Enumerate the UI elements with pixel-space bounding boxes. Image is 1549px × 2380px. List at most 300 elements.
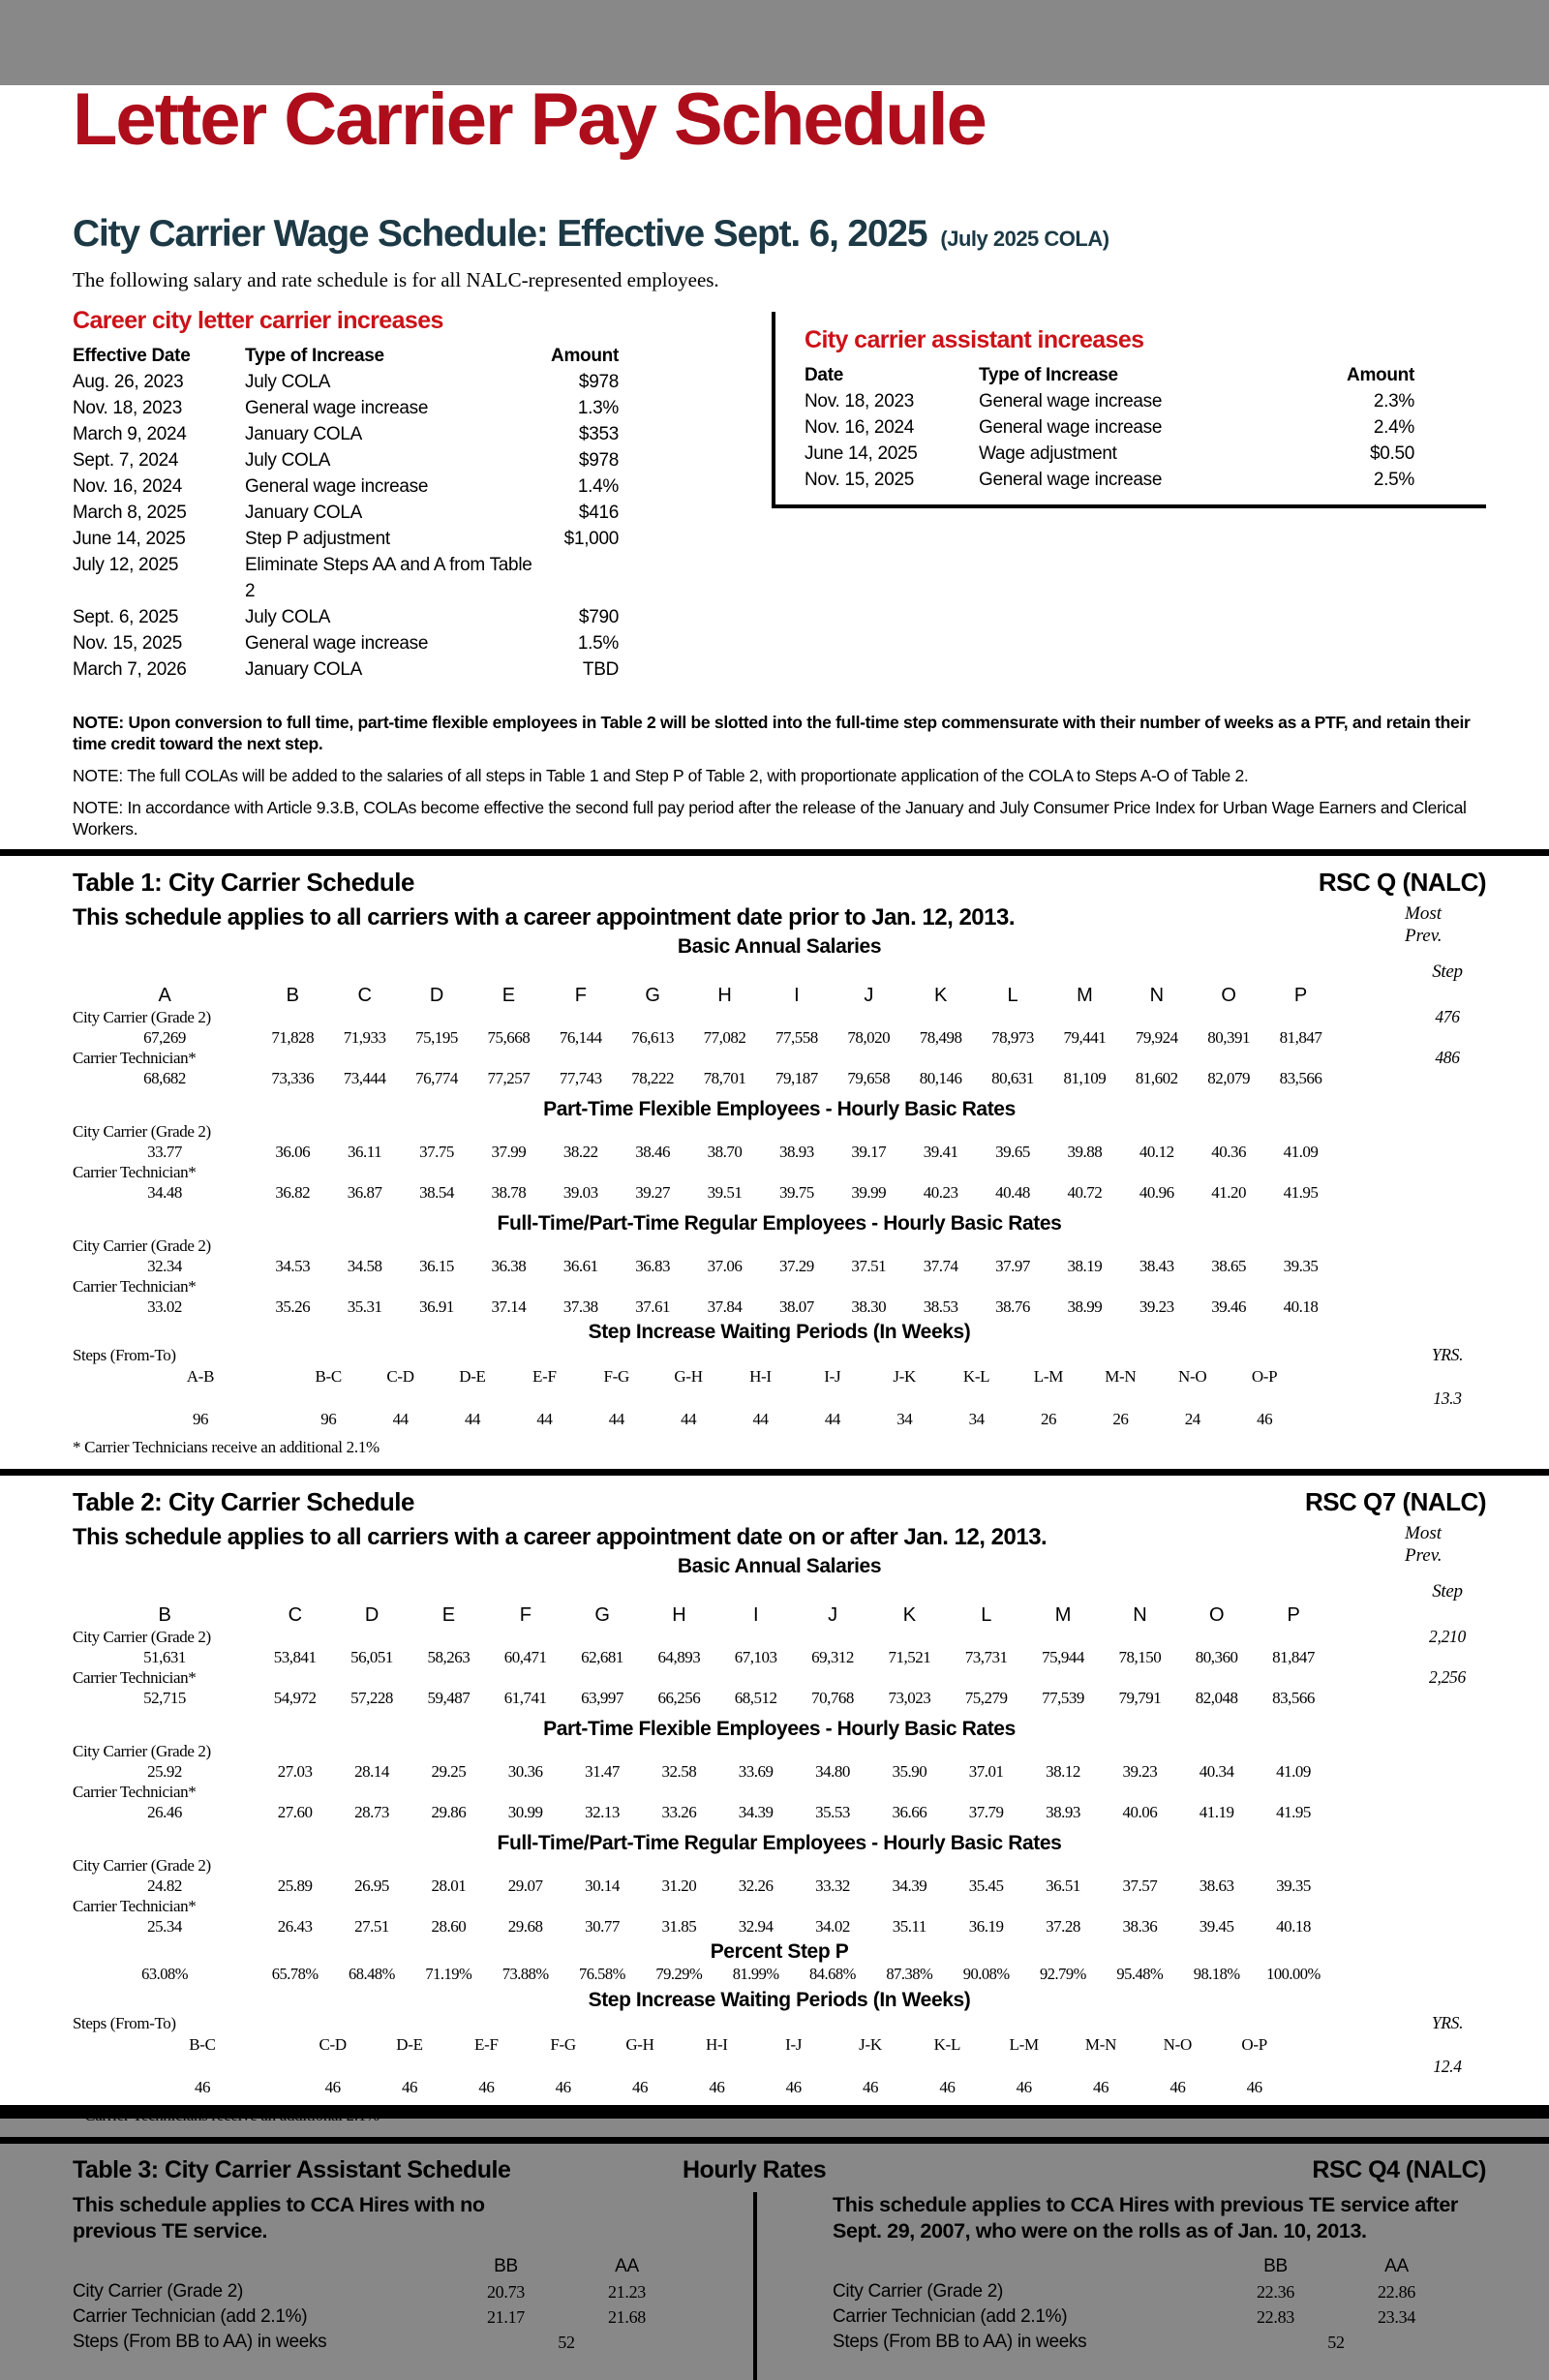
table-row bbox=[805, 388, 1480, 414]
table2-section bbox=[73, 1476, 1486, 2131]
cell: 100.00% bbox=[1266, 1965, 1321, 1984]
increase-amount: 2.5% bbox=[1373, 470, 1414, 491]
yrs-label: YRS. bbox=[1431, 1345, 1464, 1365]
cell: 75,195 bbox=[415, 1028, 458, 1048]
table-row bbox=[73, 421, 692, 447]
salary-row bbox=[73, 1627, 1486, 1667]
cell: 87.38% bbox=[886, 1965, 933, 1984]
cell: 39.27 bbox=[635, 1183, 670, 1203]
steps-weeks-label: Steps (From BB to AA) in weeks bbox=[833, 2332, 1087, 2353]
cell: 73.88% bbox=[501, 1965, 549, 1984]
cell: 68,682 bbox=[143, 1069, 186, 1088]
increase-type: Wage adjustment bbox=[979, 443, 1117, 465]
cell: 39.46 bbox=[1211, 1297, 1246, 1317]
cell: 30.77 bbox=[585, 1917, 620, 1937]
cell: 38.12 bbox=[1046, 1762, 1080, 1782]
cell: 46 bbox=[1169, 2078, 1186, 2097]
bb-column-header: BB bbox=[494, 2256, 518, 2277]
table3-left-panel bbox=[73, 2192, 753, 2380]
row-label: Carrier Technician* bbox=[73, 1668, 197, 1688]
cell: 37.14 bbox=[491, 1297, 527, 1317]
cell: F bbox=[519, 1604, 532, 1627]
table2-title: Table 2: City Carrier Schedule bbox=[73, 1487, 414, 1517]
cell: 46 bbox=[478, 2078, 495, 2097]
prev-label: Prev. bbox=[1405, 926, 1443, 947]
increase-type: July COLA bbox=[245, 372, 331, 393]
steps-weeks-row bbox=[73, 2330, 753, 2355]
cell: 79.29% bbox=[655, 1965, 703, 1984]
cell: 39.45 bbox=[1199, 1917, 1234, 1937]
increase-date: Nov. 16, 2024 bbox=[805, 417, 914, 439]
cell: 46 bbox=[862, 2078, 878, 2097]
cell: 37.57 bbox=[1122, 1877, 1158, 1896]
assistant-increases-heading: City carrier assistant increases bbox=[805, 326, 1144, 354]
most-label: Most bbox=[1405, 1523, 1442, 1544]
cell: 30.36 bbox=[507, 1762, 543, 1782]
cell: 79,441 bbox=[1063, 1028, 1107, 1048]
step-letters-row bbox=[73, 961, 1486, 1007]
cell: D-E bbox=[396, 2035, 423, 2055]
cell: A bbox=[158, 985, 171, 1007]
cell: 46 bbox=[1246, 2078, 1262, 2097]
cell: 28.73 bbox=[354, 1803, 389, 1822]
cell: 37.97 bbox=[995, 1257, 1030, 1276]
cell: 34 bbox=[896, 1410, 913, 1429]
cell: 37.79 bbox=[968, 1803, 1004, 1822]
increase-amount: 2.4% bbox=[1373, 417, 1414, 439]
cell: 71.19% bbox=[425, 1965, 472, 1984]
cell: 41.95 bbox=[1283, 1183, 1319, 1203]
most-prev-value: 486 bbox=[1435, 1048, 1460, 1068]
cell: C-D bbox=[386, 1367, 414, 1387]
table3-right-applies: This schedule applies to CCA Hires with previous TE service after Sept. 29, 2007, who were on the rolls as of Jan. 10, 2013. bbox=[833, 2193, 1458, 2243]
table2-header bbox=[73, 1487, 1486, 1516]
steps-weeks-value: 52 bbox=[1327, 2333, 1345, 2353]
cell: 62,681 bbox=[581, 1648, 623, 1667]
note-conversion: NOTE: Upon conversion to full time, part-time flexible employees in Table 2 will be slotted into the full-time step commensurate with their number of weeks as a PTF, and retain their time credit toward the next step. bbox=[73, 713, 1471, 754]
cell: 29.07 bbox=[507, 1877, 543, 1896]
cell: 71,933 bbox=[343, 1028, 386, 1048]
table2-applies-text: This schedule applies to all carriers with a career appointment date on or after Jan. 12, 2013. bbox=[73, 1524, 1048, 1551]
cell: 37.74 bbox=[923, 1257, 958, 1276]
cell: 58,263 bbox=[427, 1648, 471, 1667]
cell: J-K bbox=[859, 2035, 882, 2055]
increase-date: Nov. 18, 2023 bbox=[73, 398, 182, 419]
cell: 67,103 bbox=[734, 1648, 777, 1667]
cell: 38.22 bbox=[562, 1143, 598, 1162]
cell: 28.60 bbox=[431, 1917, 467, 1937]
steps-from-to-label: Steps (From-To) bbox=[73, 2014, 176, 2033]
ptf-heading: Part-Time Flexible Employees - Hourly Basic Rates bbox=[543, 1098, 1016, 1121]
prev-label: Prev. bbox=[1405, 1545, 1443, 1567]
cell: 40.48 bbox=[995, 1183, 1030, 1203]
increase-type: General wage increase bbox=[245, 476, 429, 498]
increase-amount bbox=[535, 552, 619, 604]
cell: 57,228 bbox=[350, 1689, 393, 1708]
cell: 80,146 bbox=[919, 1069, 962, 1088]
row-label: City Carrier (Grade 2) bbox=[73, 1236, 211, 1256]
hourly-rates-heading: Hourly Rates bbox=[683, 2156, 827, 2184]
column-header-type: Type of Increase bbox=[979, 365, 1118, 386]
cell: 27.03 bbox=[277, 1762, 313, 1782]
cell: 26.46 bbox=[147, 1803, 182, 1822]
cell: 41.95 bbox=[1276, 1803, 1311, 1822]
cell: 26 bbox=[1112, 1410, 1129, 1429]
cell: 37.61 bbox=[635, 1297, 670, 1317]
increase-date: July 12, 2025 bbox=[73, 555, 179, 576]
row-label: Carrier Technician* bbox=[73, 1277, 197, 1297]
cell: C-D bbox=[319, 2035, 347, 2055]
cell: 40.06 bbox=[1122, 1803, 1158, 1822]
subtitle-cola-note: (July 2025 COLA) bbox=[940, 227, 1109, 252]
cell: 39.23 bbox=[1139, 1297, 1174, 1317]
cell: 24 bbox=[1184, 1410, 1200, 1429]
increase-date: Nov. 15, 2025 bbox=[73, 633, 182, 655]
cell: N-O bbox=[1163, 2035, 1192, 2055]
cell: E bbox=[501, 985, 515, 1007]
cell: 79,658 bbox=[847, 1069, 891, 1088]
cell: 78,150 bbox=[1118, 1648, 1162, 1667]
cell: 37.75 bbox=[419, 1143, 454, 1162]
cell: 34.48 bbox=[147, 1183, 182, 1203]
spacer bbox=[73, 2254, 445, 2279]
cell: 44 bbox=[392, 1410, 409, 1429]
cell: 40.18 bbox=[1276, 1917, 1311, 1937]
bb-column-header: BB bbox=[1263, 2256, 1288, 2277]
table-row bbox=[73, 395, 692, 421]
cell: 40.36 bbox=[1211, 1143, 1246, 1162]
increase-amount: 1.5% bbox=[577, 633, 619, 655]
cell: 73,444 bbox=[343, 1069, 386, 1088]
weeks-row bbox=[73, 2056, 1486, 2098]
increase-amount: 1.3% bbox=[577, 398, 619, 419]
cell: 36.15 bbox=[419, 1257, 454, 1276]
row-label: City Carrier (Grade 2) bbox=[73, 1856, 211, 1876]
cell: 63,997 bbox=[581, 1689, 623, 1708]
cell: E bbox=[441, 1604, 455, 1627]
cell: 33.02 bbox=[147, 1297, 182, 1317]
cell: 76,613 bbox=[631, 1028, 674, 1048]
cell: M bbox=[1077, 985, 1093, 1007]
cell: 26 bbox=[1040, 1410, 1056, 1429]
cell: L bbox=[1007, 985, 1018, 1007]
cell: 83,566 bbox=[1272, 1689, 1315, 1708]
increase-date: Sept. 7, 2024 bbox=[73, 450, 179, 472]
table-row bbox=[73, 2304, 753, 2330]
table-header-row bbox=[73, 343, 692, 369]
cell: 38.30 bbox=[851, 1297, 887, 1317]
cell: 52,715 bbox=[143, 1689, 186, 1708]
cell: 24.82 bbox=[147, 1877, 182, 1896]
rate-row bbox=[73, 1855, 1486, 1896]
cell: C bbox=[357, 985, 372, 1007]
cell: O-P bbox=[1241, 2035, 1267, 2055]
increase-date: March 7, 2026 bbox=[73, 659, 187, 681]
cell: 32.34 bbox=[147, 1257, 182, 1276]
bottom-rule bbox=[0, 2105, 1549, 2119]
cell: 37.28 bbox=[1046, 1917, 1080, 1937]
cell: 36.11 bbox=[348, 1143, 382, 1162]
weeks-row bbox=[73, 1388, 1486, 1430]
cell: 37.99 bbox=[491, 1143, 527, 1162]
cell: K bbox=[902, 1604, 916, 1627]
cell: O bbox=[1209, 1604, 1225, 1627]
cell: 46 bbox=[1257, 1410, 1273, 1429]
cell: 28.14 bbox=[354, 1762, 389, 1782]
row-label: Carrier Technician* bbox=[73, 1897, 197, 1916]
cell: E-F bbox=[532, 1367, 557, 1387]
rate-row bbox=[73, 1121, 1486, 1162]
cell: 41.20 bbox=[1211, 1183, 1246, 1203]
increase-amount: 2.3% bbox=[1373, 391, 1414, 412]
table-row bbox=[73, 2279, 753, 2304]
cell: 38.63 bbox=[1199, 1877, 1234, 1896]
bb-rate: 20.73 bbox=[486, 2282, 525, 2303]
table1-title: Table 1: City Carrier Schedule bbox=[73, 868, 414, 898]
cell: B bbox=[286, 985, 299, 1007]
cell: 38.93 bbox=[778, 1143, 814, 1162]
cell: 31.47 bbox=[585, 1762, 620, 1782]
cell: 68,512 bbox=[734, 1689, 777, 1708]
cell: J bbox=[828, 1604, 837, 1627]
cell: 32.26 bbox=[738, 1877, 774, 1896]
table-row bbox=[73, 526, 692, 552]
cell: 73,336 bbox=[271, 1069, 315, 1088]
cell: 78,973 bbox=[991, 1028, 1034, 1048]
cell: 68.48% bbox=[349, 1965, 395, 1984]
cell: 38.53 bbox=[923, 1297, 958, 1317]
steps-from-to-label: Steps (From-To) bbox=[73, 1346, 176, 1365]
cell: 98.18% bbox=[1193, 1965, 1240, 1984]
cell: 61,741 bbox=[503, 1689, 547, 1708]
aa-rate: 22.86 bbox=[1377, 2282, 1415, 2303]
cell: 77,257 bbox=[487, 1069, 531, 1088]
cell: 38.19 bbox=[1067, 1257, 1103, 1276]
cell: 37.29 bbox=[778, 1257, 814, 1276]
annual-salaries-heading: Basic Annual Salaries bbox=[677, 1555, 882, 1578]
cell: 44 bbox=[824, 1410, 840, 1429]
column-header-type: Type of Increase bbox=[245, 346, 384, 367]
cell: 64,893 bbox=[657, 1648, 701, 1667]
cell: 41.19 bbox=[1199, 1803, 1234, 1822]
cell: D-E bbox=[459, 1367, 486, 1387]
document-content bbox=[0, 78, 1549, 2380]
step-label: Step bbox=[1432, 961, 1463, 983]
cell: 46 bbox=[324, 2078, 341, 2097]
cell: 34 bbox=[968, 1410, 985, 1429]
most-prev-value: 2,210 bbox=[1429, 1627, 1466, 1647]
cell: 38.46 bbox=[635, 1143, 670, 1162]
cell: 73,023 bbox=[888, 1689, 931, 1708]
table3-left-applies: This schedule applies to CCA Hires with no previous TE service. bbox=[73, 2193, 485, 2243]
cell: N-O bbox=[1178, 1367, 1207, 1387]
table-row bbox=[73, 604, 692, 630]
cell: 39.17 bbox=[851, 1143, 887, 1162]
cell: M-N bbox=[1084, 2035, 1117, 2055]
increase-amount: TBD bbox=[582, 659, 619, 681]
increase-date: June 14, 2025 bbox=[805, 443, 918, 465]
cell: 38.93 bbox=[1046, 1803, 1080, 1822]
cell: 33.32 bbox=[815, 1877, 850, 1896]
cell: 27.51 bbox=[354, 1917, 389, 1937]
cell: 80,631 bbox=[991, 1069, 1034, 1088]
cell: G bbox=[645, 985, 660, 1007]
cell: 46 bbox=[785, 2078, 802, 2097]
increase-amount: 1.4% bbox=[577, 476, 619, 498]
cell: 37.01 bbox=[968, 1762, 1004, 1782]
row-label: City Carrier (Grade 2) bbox=[73, 1122, 211, 1142]
cell: E-F bbox=[474, 2035, 499, 2055]
cell: 82,048 bbox=[1195, 1689, 1238, 1708]
cell: 53,841 bbox=[273, 1648, 317, 1667]
cell: 51,631 bbox=[143, 1648, 186, 1667]
row-label: Carrier Technician* bbox=[73, 1163, 197, 1182]
ftpt-heading: Full-Time/Part-Time Regular Employees - Hourly Basic Rates bbox=[497, 1212, 1062, 1236]
cell: 77,558 bbox=[774, 1028, 818, 1048]
increases-columns bbox=[73, 306, 1486, 683]
cell: 56,051 bbox=[350, 1648, 393, 1667]
note-article: NOTE: In accordance with Article 9.3.B, COLAs become effective the second full pay period after the release of the January and July Consumer Price Index for Urban Wage Earners and Clerical Workers. bbox=[73, 798, 1467, 839]
table-row bbox=[73, 369, 692, 395]
divider-bar bbox=[0, 849, 1549, 856]
column-header-effective-date: Effective Date bbox=[73, 346, 191, 367]
increase-type: July COLA bbox=[245, 607, 331, 628]
steps-weeks-row bbox=[833, 2330, 1486, 2355]
cell: 81,847 bbox=[1279, 1028, 1322, 1048]
cell: 78,701 bbox=[703, 1069, 746, 1088]
cell: 44 bbox=[464, 1410, 480, 1429]
table-row bbox=[805, 441, 1480, 467]
table-row bbox=[73, 447, 692, 473]
cell: I-J bbox=[785, 2035, 803, 2055]
aa-rate: 21.23 bbox=[607, 2282, 646, 2303]
cell: 25.89 bbox=[277, 1877, 313, 1896]
cell: L-M bbox=[1009, 2035, 1039, 2055]
rate-row bbox=[73, 1782, 1486, 1822]
cell: G bbox=[594, 1604, 610, 1627]
cell: 39.35 bbox=[1283, 1257, 1319, 1276]
cell: 36.82 bbox=[275, 1183, 311, 1203]
career-increases-section bbox=[73, 306, 692, 683]
divider-bar bbox=[0, 2137, 1549, 2144]
most-prev-label bbox=[1405, 902, 1484, 947]
cell: 36.51 bbox=[1046, 1877, 1080, 1896]
cell: 46 bbox=[555, 2078, 571, 2097]
cell: A-B bbox=[186, 1367, 215, 1387]
cell: I-J bbox=[824, 1367, 841, 1387]
increase-type: July COLA bbox=[245, 450, 331, 472]
cell: K-L bbox=[962, 1367, 990, 1387]
increase-date: Nov. 16, 2024 bbox=[73, 476, 182, 498]
rate-row bbox=[73, 1162, 1486, 1203]
cell: 34.80 bbox=[815, 1762, 850, 1782]
cell: G-H bbox=[625, 2035, 654, 2055]
cell: 26.43 bbox=[277, 1917, 313, 1937]
cell: 46 bbox=[939, 2078, 956, 2097]
column-header-amount: Amount bbox=[1347, 365, 1414, 386]
cell: I bbox=[753, 1604, 759, 1627]
cell: H bbox=[717, 985, 732, 1007]
cell: 46 bbox=[631, 2078, 648, 2097]
row-label: City Carrier (Grade 2) bbox=[73, 1628, 211, 1647]
yrs-label: YRS. bbox=[1431, 2013, 1464, 2033]
cell: 38.70 bbox=[707, 1143, 743, 1162]
row-label: Carrier Technician (add 2.1%) bbox=[73, 2306, 308, 2328]
cell: N bbox=[1149, 985, 1164, 1007]
cell: 33.69 bbox=[738, 1762, 774, 1782]
increase-type: General wage increase bbox=[979, 470, 1163, 491]
table3-title: Table 3: City Carrier Assistant Schedule bbox=[73, 2156, 511, 2184]
cell: 75,944 bbox=[1042, 1648, 1084, 1667]
cell: 39.75 bbox=[778, 1183, 814, 1203]
cell: H-I bbox=[705, 2035, 728, 2055]
ftpt-heading: Full-Time/Part-Time Regular Employees - Hourly Basic Rates bbox=[497, 1832, 1062, 1855]
salary-row bbox=[73, 1667, 1486, 1708]
cell: 39.88 bbox=[1067, 1143, 1103, 1162]
cell: 73,731 bbox=[964, 1648, 1008, 1667]
table1-rsc-label: RSC Q (NALC) bbox=[1318, 868, 1486, 898]
aa-rate: 23.34 bbox=[1377, 2307, 1415, 2328]
cell: 69,312 bbox=[811, 1648, 854, 1667]
table3-column-headers bbox=[73, 2254, 753, 2279]
aa-column-header: AA bbox=[615, 2256, 639, 2277]
cell: 81,109 bbox=[1063, 1069, 1107, 1088]
cell: 29.25 bbox=[431, 1762, 467, 1782]
increase-type: Step P adjustment bbox=[245, 529, 390, 550]
salary-row bbox=[73, 1007, 1486, 1048]
cell: 35.45 bbox=[968, 1877, 1004, 1896]
cell: 75,279 bbox=[964, 1689, 1008, 1708]
cell: 78,020 bbox=[847, 1028, 891, 1048]
row-label: City Carrier (Grade 2) bbox=[833, 2281, 1004, 2303]
cell: F-G bbox=[603, 1367, 629, 1387]
cell: 67,269 bbox=[143, 1028, 186, 1048]
most-prev-label bbox=[1405, 1522, 1484, 1567]
cell: 36.61 bbox=[562, 1257, 598, 1276]
cell: 35.31 bbox=[347, 1297, 382, 1317]
cell: L bbox=[981, 1604, 992, 1627]
increase-type: January COLA bbox=[245, 503, 363, 524]
step-label: Step bbox=[1432, 1581, 1463, 1602]
cell: C bbox=[288, 1604, 302, 1627]
cell: 35.53 bbox=[815, 1803, 850, 1822]
waiting-periods-heading: Step Increase Waiting Periods (In Weeks) bbox=[588, 1989, 971, 2012]
yrs-value: 12.4 bbox=[1433, 2057, 1462, 2077]
row-label: City Carrier (Grade 2) bbox=[73, 1742, 211, 1761]
cell: G-H bbox=[674, 1367, 703, 1387]
table2-rsc-label: RSC Q7 (NALC) bbox=[1304, 1487, 1486, 1517]
rate-row bbox=[73, 1276, 1486, 1317]
increase-date: Nov. 18, 2023 bbox=[805, 391, 914, 412]
cell: 65.78% bbox=[271, 1965, 319, 1984]
cell: 77,743 bbox=[559, 1069, 602, 1088]
cell: 34.39 bbox=[892, 1877, 927, 1896]
bb-rate: 22.83 bbox=[1256, 2307, 1294, 2328]
cell: 34.58 bbox=[347, 1257, 382, 1276]
column-header-date: Date bbox=[805, 365, 843, 386]
step-letters-row bbox=[73, 1580, 1486, 1627]
cell: 39.03 bbox=[562, 1183, 598, 1203]
cell: H bbox=[672, 1604, 686, 1627]
cell: 25.34 bbox=[147, 1917, 182, 1937]
increase-type: Eliminate Steps AA and A from Table 2 bbox=[245, 555, 532, 602]
table-row bbox=[73, 473, 692, 500]
cell: 79,924 bbox=[1135, 1028, 1178, 1048]
subtitle-row bbox=[73, 213, 1486, 256]
cell: J-K bbox=[893, 1367, 917, 1387]
increase-type: General wage increase bbox=[245, 633, 429, 655]
cell: 29.68 bbox=[507, 1917, 543, 1937]
